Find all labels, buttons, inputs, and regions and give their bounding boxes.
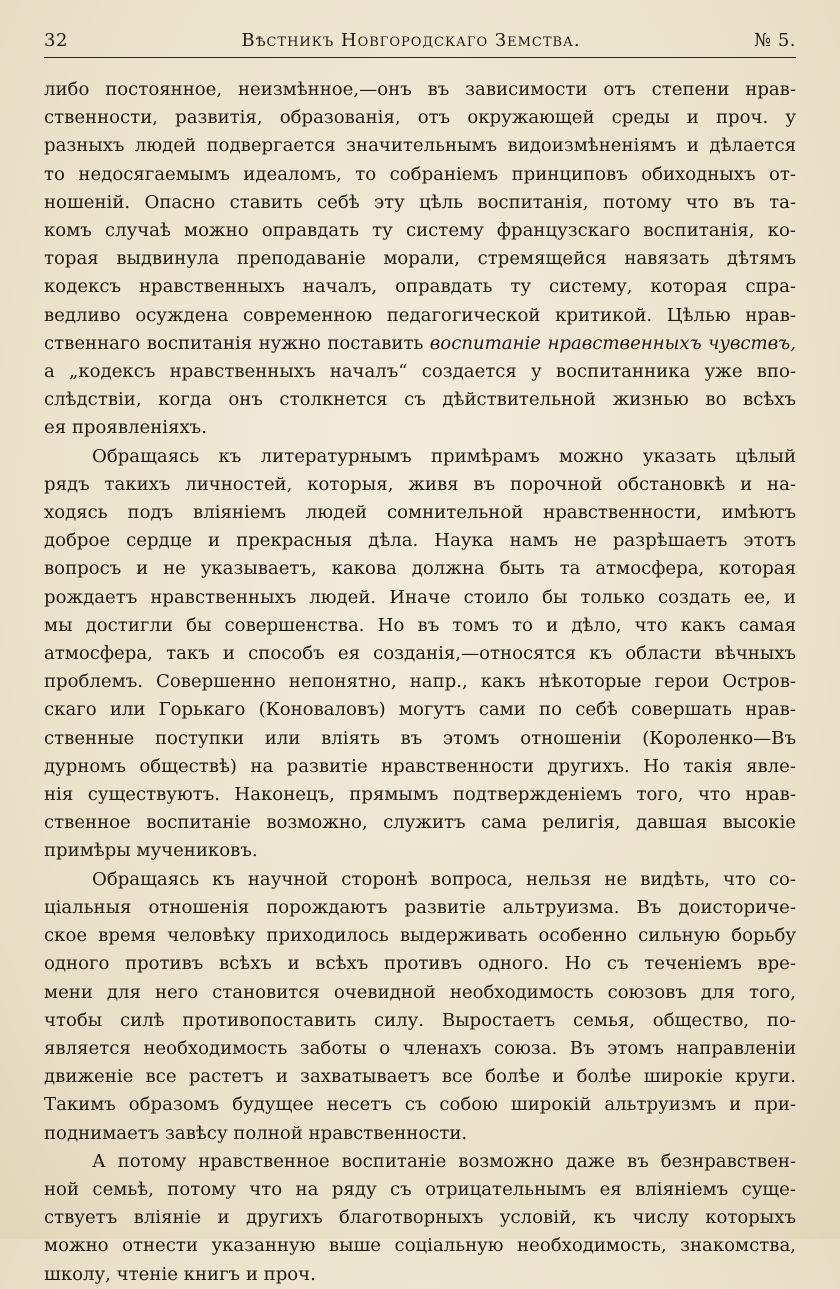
text-line: кодексъ нравственныхъ началъ, оправдать ту систему, которая спра- bbox=[44, 276, 796, 298]
text-line: рождаетъ нравственныхъ людей. Иначе стоило бы только создать ее, и bbox=[44, 586, 796, 608]
text-line: рядъ такихъ личностей, которыя, живя въ порочной обстановкѣ и на- bbox=[44, 473, 796, 495]
text-line: ственные поступки или вліять въ этомъ отношеніи (Короленко—Въ bbox=[44, 727, 796, 749]
text-line: Такимъ образомъ будущее несетъ съ собою широкій альтруизмъ и при- bbox=[44, 1094, 796, 1116]
text-line: движеніе все растетъ и захватываетъ все болѣе и болѣе широкіе круги. bbox=[44, 1066, 796, 1088]
emphasized-phrase: воспитаніе нравственныхъ чувствъ, bbox=[429, 332, 796, 354]
text-line: поднимаетъ завѣсу полной нравственности. bbox=[44, 1122, 468, 1144]
paragraph bbox=[44, 866, 796, 1148]
text-line: мени для него становится очевидной необходимость союзовъ для того, bbox=[44, 981, 796, 1003]
article-body bbox=[44, 76, 796, 1289]
text-line: ной семьѣ, потому что на ряду съ отрицательнымъ ея вліяніемъ суще- bbox=[44, 1178, 796, 1200]
text-line: Обращаясь къ литературнымъ примѣрамъ можно указать цѣлый bbox=[92, 445, 796, 467]
issue-number: № 5. bbox=[754, 30, 796, 51]
text-line: скаго или Горькаго (Коноваловъ) могутъ сами по себѣ совершать нрав- bbox=[44, 699, 796, 721]
text-line: ношеній. Опасно ставить себѣ эту цѣль воспитанія, потому что въ та- bbox=[44, 191, 796, 213]
text-line: ходясь подъ вліяніемъ людей сомнительной нравственности, имѣютъ bbox=[44, 502, 796, 524]
text-line: ціальныя отношенія порождаютъ развитіе альтруизма. Въ доисториче- bbox=[44, 896, 796, 918]
paragraph bbox=[44, 443, 796, 866]
text-line: ствуетъ вліяніе и другихъ благотворныхъ условій, къ числу которыхъ bbox=[44, 1207, 796, 1229]
text-line: то недосягаемымъ идеаломъ, то собраніемъ принциповъ обиходныхъ от- bbox=[44, 163, 796, 185]
text-line: либо постоянное, неизмѣнное,—онъ въ зависимости отъ степени нрав- bbox=[44, 79, 796, 100]
text-line: ведливо осуждена современною педагогической критикой. Цѣлью нрав- bbox=[44, 304, 796, 326]
text-line: чтобы силѣ противопоставить силу. Выростаетъ семья, общество, по- bbox=[44, 1009, 796, 1031]
text-line: одного противъ всѣхъ и всѣхъ противъ одного. Но съ теченіемъ вре- bbox=[44, 953, 796, 975]
text-line: вопросъ и не указываетъ, какова должна быть та атмосфера, которая bbox=[44, 558, 796, 580]
text-line: атмосфера, такъ и способъ ея созданія,—относятся къ области вѣчныхъ bbox=[44, 643, 796, 665]
document-page bbox=[44, 30, 796, 1289]
paragraph bbox=[44, 1148, 796, 1289]
text-line: является необходимость заботы о членахъ союза. Въ этомъ направленіи bbox=[44, 1037, 796, 1059]
text-line: торая выдвинула преподаваніе морали, стремящейся навязать дѣтямъ bbox=[44, 248, 796, 270]
text-line: ственнаго воспитанія нужно поставить воспитаніе нравственныхъ чувствъ, bbox=[44, 332, 796, 354]
text-line: нія существуютъ. Наконецъ, прямымъ подтвержденіемъ того, что нрав- bbox=[44, 784, 796, 806]
text-line: доброе сердце и прекрасныя дѣла. Наука намъ не разрѣшаетъ этотъ bbox=[44, 530, 796, 552]
text-line: дурномъ обществѣ) на развитіе нравственности другихъ. Но такія явле- bbox=[44, 755, 796, 777]
text-line: школу, чтеніе книгъ и проч. bbox=[44, 1263, 316, 1285]
running-header bbox=[44, 30, 796, 58]
text-line: ственности, развитія, образованія, отъ окружающей среды и проч. у bbox=[44, 107, 796, 129]
text-line: проблемъ. Совершенно непонятно, напр., какъ нѣкоторые герои Остров- bbox=[44, 671, 796, 693]
text-line: ское время человѣку приходилось выдерживать особенно сильную борьбу bbox=[44, 925, 796, 947]
journal-title: Вѣстникъ Новгородскаго Земства. bbox=[241, 30, 581, 51]
text-line: мы достигли бы совершенства. Но въ томъ то и дѣло, что какъ самая bbox=[44, 614, 796, 636]
page-number: 32 bbox=[44, 30, 68, 51]
text-line: а „кодексъ нравственныхъ началъ“ создается у воспитанника уже впо- bbox=[44, 361, 796, 383]
text-line: А потому нравственное воспитаніе возможно даже въ безнравствен- bbox=[92, 1150, 796, 1172]
text-line: комъ случаѣ можно оправдать ту систему французскаго воспитанія, ко- bbox=[44, 220, 796, 242]
text-line: разныхъ людей подвергается значительнымъ видоизмѣненіямъ и дѣлается bbox=[44, 135, 796, 157]
text-line: примѣры мучениковъ. bbox=[44, 840, 258, 862]
text-line: ственное воспитаніе возможно, служитъ сама религія, давшая высокіе bbox=[44, 812, 796, 834]
text-line: слѣдствіи, когда онъ столкнется съ дѣйствительной жизнью во всѣхъ bbox=[44, 389, 796, 411]
text-line: Обращаясь къ научной сторонѣ вопроса, нельзя не видѣть, что со- bbox=[92, 868, 796, 890]
text-line: ея проявленіяхъ. bbox=[44, 417, 207, 439]
text-line: можно отнести указанную выше соціальную необходимость, знакомства, bbox=[44, 1235, 796, 1257]
paragraph bbox=[44, 76, 796, 443]
